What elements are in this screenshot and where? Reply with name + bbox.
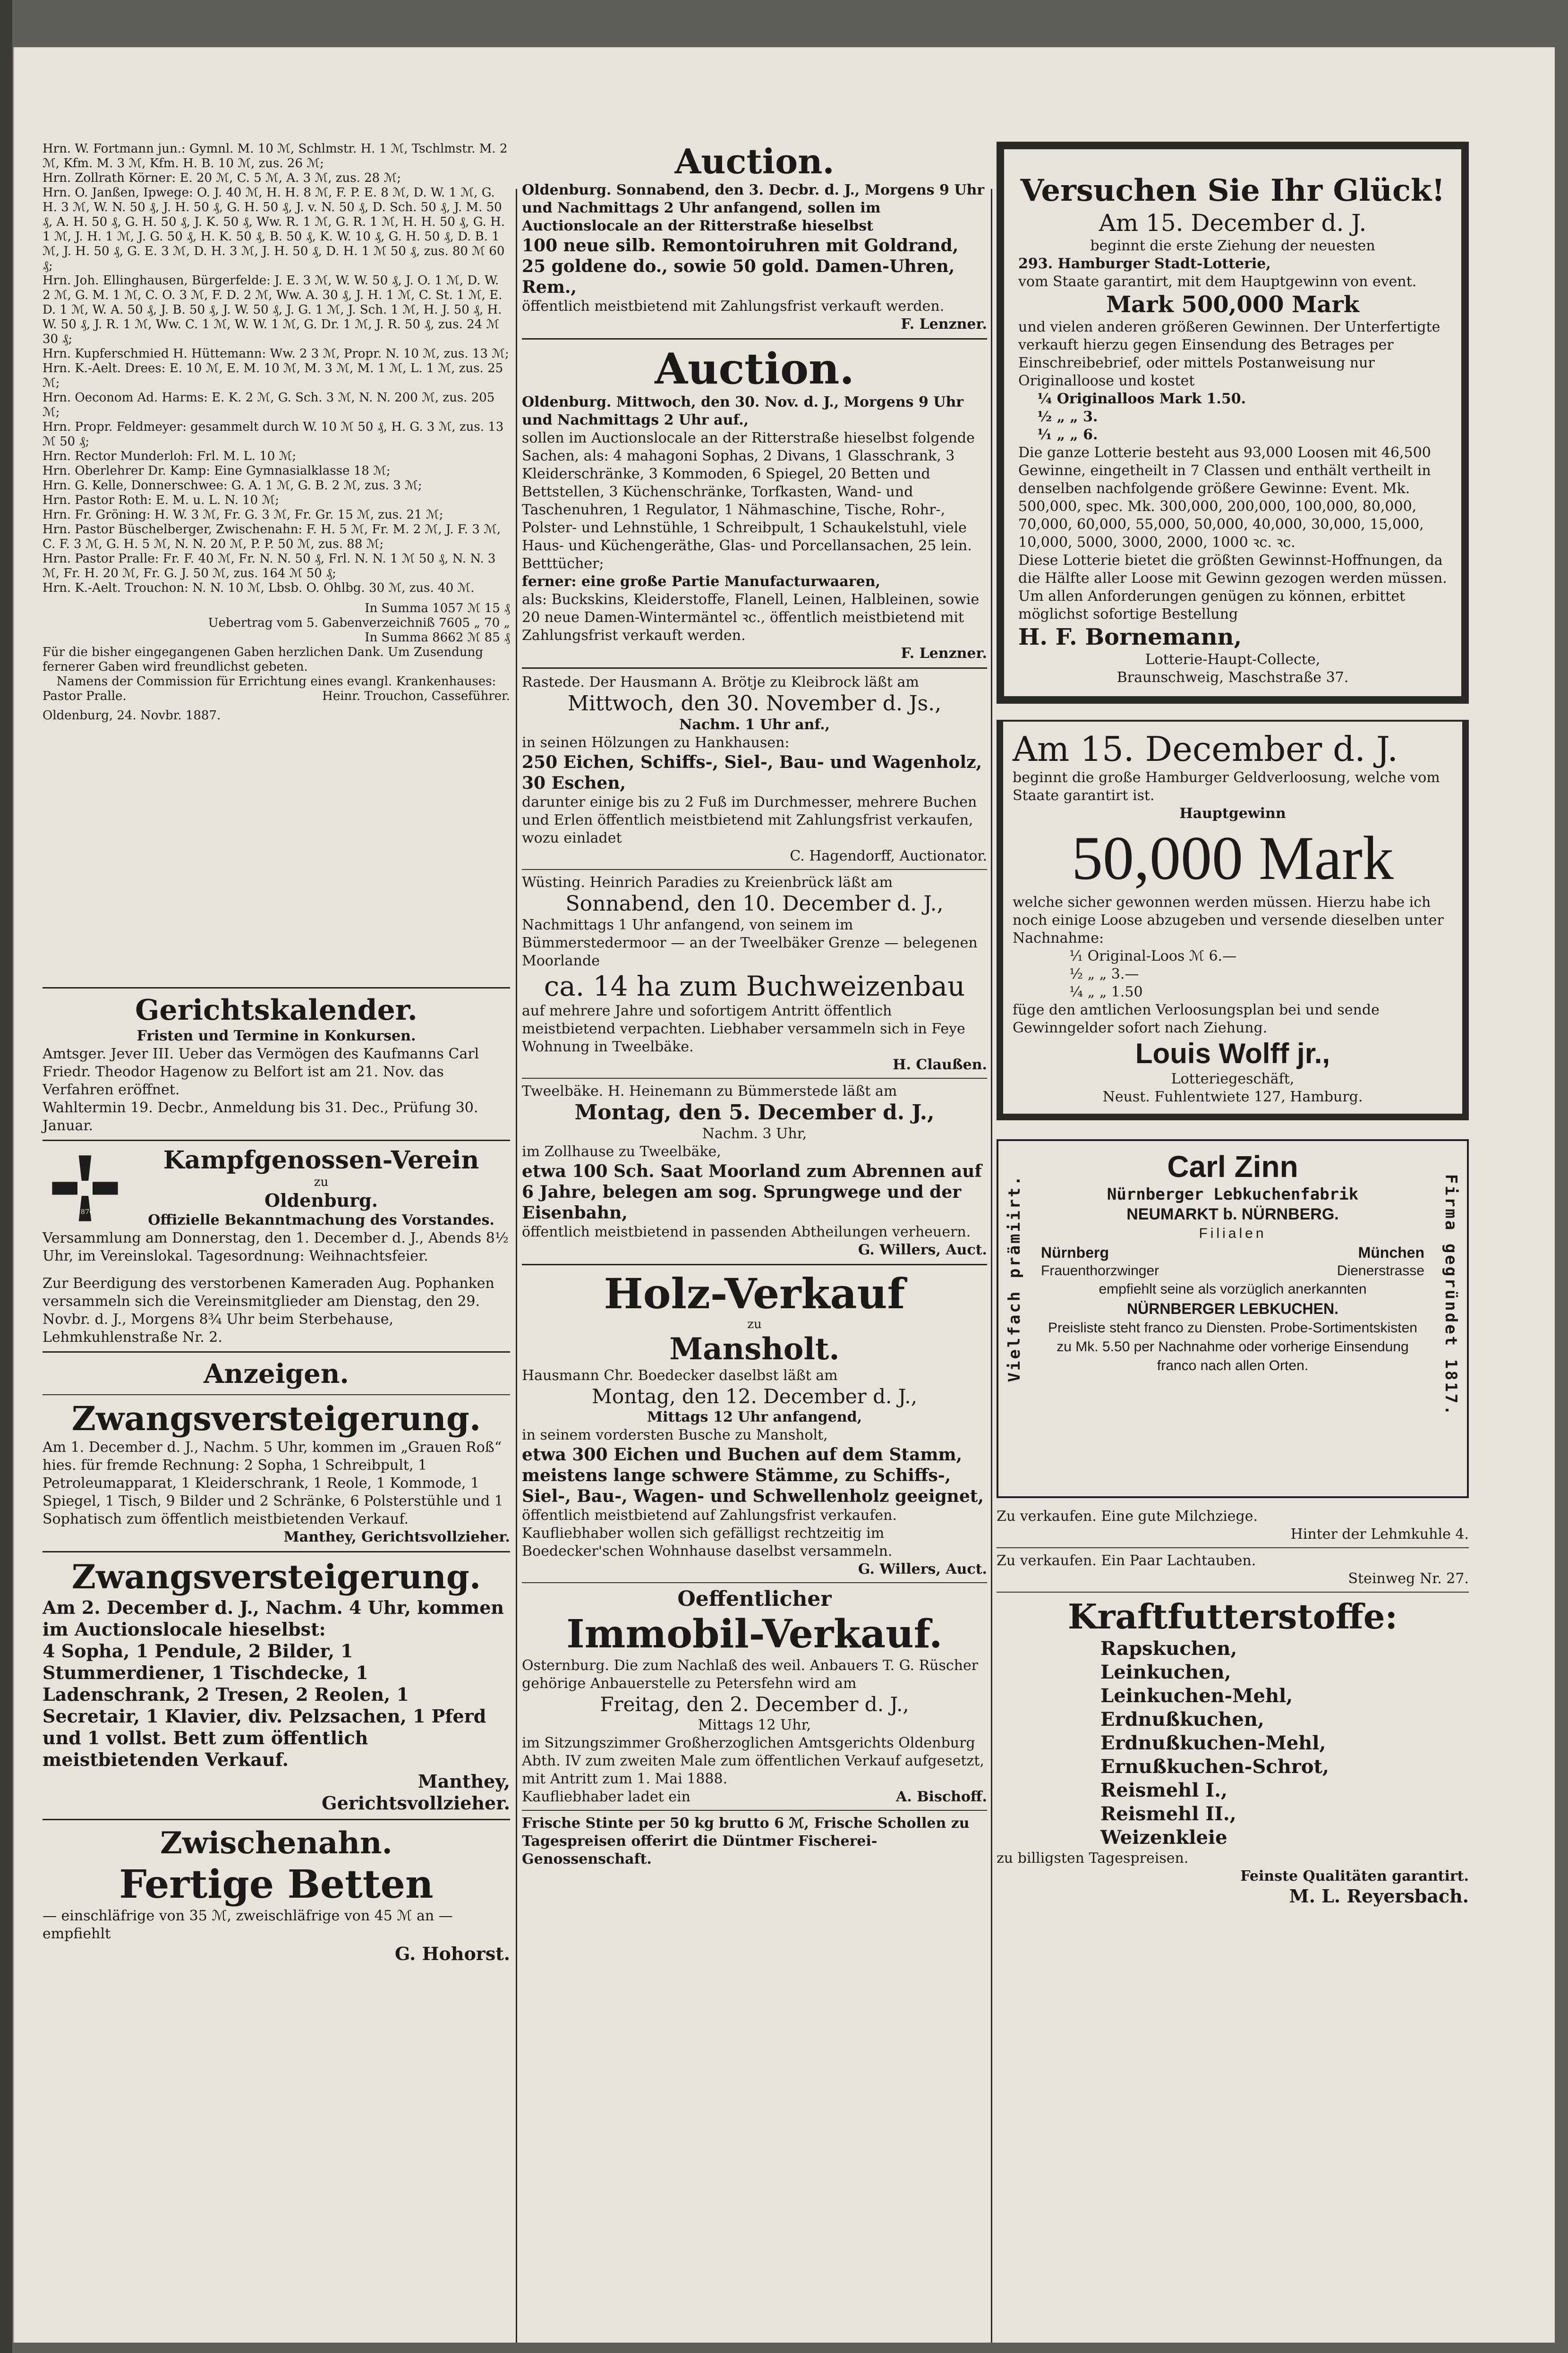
verein-text: Versammlung am Donnerstag, den 1. December d. J., Abends 8½ Uhr, im Vereinslokal. Tagesordnung: Weihnachtsfeier. [43,1230,509,1264]
list-item: Hrn. Kupferschmied H. Hüttemann: Ww. 2 3 ℳ, Propr. N. 10 ℳ, zus. 13 ℳ; [43,347,509,361]
divider [522,869,987,870]
i-signature: A. Bischoff. [896,1789,987,1805]
column-3 [997,142,1469,1907]
a2-text-2: als: Buckskins, Kleiderstoffe, Flanell, Leinen, Halbleinen, sowie 20 neue Damen-Wintermäntel ꝛc., öffentlich meistbietend mit Zahlungsfrist verkauft werden. [522,591,980,644]
h-items: etwa 300 Eichen und Buchen auf dem Stamm, meistens lange schwere Stämme, zu Schiffs-, Siel-, Bau-, Wagen- und Schwellenholz geeignet, [522,1445,984,1506]
tweelbaeke-ad [522,1083,987,1259]
r-signature: C. Hagendorff, Auctionator. [790,848,987,864]
k-text-2: Feinste Qualitäten garantirt. [1240,1868,1469,1884]
divider [43,1140,510,1141]
z-streets [1041,1262,1424,1280]
lottery-ad-wolff [997,720,1469,1120]
lot-text-3: und vielen anderen größeren Gewinnen. Der Unterfertigte verkauft hierzu gegen Einsendung des Betrages per Einschreibebrief, oder mittels Postanweisung nur Originalloose und kostet [1018,319,1440,389]
h-signature: G. Willers, Auct. [858,1561,987,1577]
r-head: Rastede. Der Hausmann A. Brötje zu Kleibrock läßt am [522,674,919,691]
a1-title: Auction. [674,141,835,181]
sum-2: In Summa 8662 ℳ 85 ₰ [365,631,510,645]
lot-price-1: ¼ Originalloos Mark 1.50. [1037,391,1246,407]
lot-date: Am 15. December d. J. [1099,209,1367,237]
z-cities [1041,1243,1424,1262]
signature-left: Pastor Pralle. [43,689,127,703]
list-item: Hrn. O. Janßen, Ipwege: O. J. 40 ℳ, H. H. 8 ℳ, F. P. E. 8 ℳ, D. W. 1 ℳ, G. H. 3 ℳ, W. N. 50 ₰, J. H. 50 ₰, G. H. 50 ₰, J. v. N. 50 ₰, D. Sch. 50 ₰, J. M. 50 ₰, A. H. 50 ₰, G. H. 50 ₰, J. K. 50 ₰, Ww. R. 1 ℳ, G. R. 1 ℳ, H. H. 50 ₰, G. H. 1 ℳ, J. H. 1 ℳ, J. G. 50 ₰, H. K. 50 ₰, B. 50 ₰, K. W. 10 ₰, G. H. 50 ₰, D. B. 1 ℳ, J. H. 50 ₰, G. E. 3 ℳ, D. H. 3 ℳ, J. H. 50 ₰, D. H. 1 ℳ 50 ₰, zus. 80 ℳ 60 ₰; [43,186,505,273]
t-date: Montag, den 5. December d. J., [574,1100,935,1125]
a1-text: Oldenburg. Sonnabend, den 3. Decbr. d. J., Morgens 9 Uhr und Nachmittags 2 Uhr anfangend, sollen im Auctionslocale an der Ritterstraße hieselbst [522,182,985,234]
t-signature: G. Willers, Auct. [858,1242,987,1258]
a1-signature: F. Lenzner. [901,316,987,332]
zw2-title: Zwangsversteigerung. [71,1557,481,1596]
court-calendar [43,993,510,1135]
z-text: empfiehlt seine als vorzüglich anerkannten [1099,1281,1367,1297]
v1-text: Zu verkaufen. Eine gute Milchziege. [997,1508,1258,1525]
z-city-2: München [1358,1244,1424,1261]
k-title: Kraftfutterstoffe: [1067,1596,1398,1637]
list-item: Hrn. K.-Aelt. Drees: E. 10 ℳ, E. M. 10 ℳ, M. 3 ℳ, M. 1 ℳ, L. 1 ℳ, zus. 25 ℳ; [43,361,503,390]
lot-signature-2: Lotterie-Haupt-Collecte, [1145,651,1321,668]
zw2-items: 4 Sopha, 1 Pendule, 2 Bilder, 1 Stummerdiener, 1 Tischdecke, 1 Ladenschrank, 2 Tresen, 2 Reolen, 1 Secretair, 1 Klavier, div. Pelzsachen, 1 Pferd und 1 vollst. Bett zum öffentlich meistbietenden Verkauf. [43,1640,486,1770]
divider [522,1810,987,1811]
lot-mark: Mark 500,000 Mark [1106,291,1360,318]
list-item: Hrn. Joh. Ellinghausen, Bürgerfelde: J. E. 3 ℳ, W. W. 50 ₰, J. O. 1 ℳ, D. W. 2 ℳ, G. M. 1 ℳ, C. O. 3 ℳ, F. D. 2 ℳ, Ww. A. 30 ₰, J. H. 1 ℳ, C. St. 1 ℳ, E. D. 1 ℳ, W. A. 50 ₰, J. B. 50 ₰, J. W. 50 ₰, J. G. 1 ℳ, J. Sch. 1 ℳ, H. J. 50 ₰, H. W. 50 ₰, J. R. 1 ℳ, Ww. C. 1 ℳ, W. W. 1 ℳ, G. Dr. 1 ℳ, J. R. 50 ₰, zus. 24 ℳ 30 ₰; [43,273,503,346]
w-text-2: auf mehrere Jahre und sofortigem Antritt öffentlich meistbietend verpachten. Liebhaber versammeln sich in Feye Wohnung in Tweelbäke. [522,1003,965,1055]
gl-signature-3: Neust. Fuhlentwiete 127, Hamburg. [1102,1089,1363,1105]
k-signature: M. L. Reyersbach. [1289,1885,1469,1907]
z-text-2: Preisliste steht franco zu Diensten. Probe-Sortimentskisten zu Mk. 5.50 per Nachnahme oder vorherige Einsendung franco nach allen Orten. [1048,1320,1417,1373]
list-item: Hrn. Oeconom Ad. Harms: E. K. 2 ℳ, G. Sch. 3 ℳ, N. N. 200 ℳ, zus. 205 ℳ; [43,391,495,419]
r-items: 250 Eichen, Schiffs-, Siel-, Bau- und Wagenholz, 30 Eschen, [522,752,982,793]
auction-2 [522,344,987,663]
lot-signature-3: Braunschweig, Maschstraße 37. [1116,669,1349,686]
i-time: Mittags 12 Uhr, [698,1717,811,1733]
h-zu: zu [747,1317,762,1331]
court-subtitle: Fristen und Termine in Konkursen. [136,1028,416,1044]
divider [997,1592,1469,1593]
zinn-ad [997,1139,1469,1498]
fish-ad: Frische Stinte per 50 kg brutto 6 ℳ, Frische Schollen zu Tagespreisen offerirt die Düntmer Fischerei-Genossenschaft. [522,1815,970,1867]
list-item: Hrn. W. Fortmann jun.: Gymnl. M. 10 ℳ, Schlmstr. H. 1 ℳ, Tschlmstr. M. 2 ℳ, Kfm. M. 3 ℳ, Kfm. H. B. 10 ℳ, zus. 26 ℳ; [43,142,508,171]
zw1-title: Zwangsversteigerung. [71,1399,481,1438]
z-city-1: Nürnberg [1041,1244,1109,1261]
zinn-vertical-left: Vielfach prämiirt. [1005,1174,1024,1382]
betten-ad [43,1825,510,1965]
h-title: Holz-Verkauf [604,1269,905,1318]
signature-right: Heinr. Trouchon, Casseführer. [322,689,510,703]
k-item: Leinkuchen-Mehl, [1100,1685,1293,1707]
divider [43,987,510,989]
k-item: Weizenkleie [1100,1826,1227,1849]
v1-address: Hinter der Lehmkuhle 4. [1290,1526,1469,1543]
lot-title: Versuchen Sie Ihr Glück! [1020,173,1445,208]
list-item: Hrn. Pastor Büschelberger, Zwischenahn: F. H. 5 ℳ, Fr. M. 2 ℳ, J. F. 3 ℳ, C. F. 3 ℳ, G. H. 5 ℳ, N. N. 20 ℳ, P. P. 50 ℳ, zus. 88 ℳ; [43,522,501,551]
donation-list [43,142,510,982]
k-item: Leinkuchen, [1100,1661,1231,1683]
dateline: Oldenburg, 24. Novbr. 1887. [43,708,221,723]
lot-name: 293. Hamburger Stadt-Lotterie, [1018,256,1271,272]
divider [997,1547,1469,1548]
a2-ferner: ferner: eine große Partie Manufacturwaaren, [522,573,880,590]
list-item: Hrn. Zollrath Körner: E. 20 ℳ, C. 5 ℳ, A. 3 ℳ, zus. 28 ℳ; [43,171,401,185]
a1-items: 100 neue silb. Remontoiruhren mit Goldrand, 25 goldene do., sowie 50 gold. Damen-Uhren, Rem., [522,236,959,297]
zw2-signature-1: Manthey, [418,1771,510,1792]
zw2-text: Am 2. December d. J., Nachm. 4 Uhr, kommen im Auctionslocale hieselbst: [43,1597,504,1640]
iron-cross-icon [47,1151,123,1226]
list-item: Hrn. Pastor Roth: E. M. u. L. N. 10 ℳ; [43,493,280,507]
immobil-verkauf-ad [522,1587,987,1806]
i-date: Freitag, den 2. December d. J., [600,1693,909,1716]
h-city: Mansholt. [669,1331,840,1367]
t-time: Nachm. 3 Uhr, [702,1125,807,1142]
gl-signature: Louis Wolff jr., [1135,1038,1330,1069]
w-date: Sonnabend, den 10. December d. J., [565,892,944,916]
divider [522,1078,987,1079]
column-1 [43,142,510,1965]
i-text: Osternburg. Die zum Nachlaß des weil. Anbauers T. G. Rüscher gehörige Anbauerstelle zu Petersfehn wird am [522,1657,979,1692]
z-line1: Nürnberger Lebkuchenfabrik [1107,1185,1359,1204]
h-date: Montag, den 12. December d. J., [592,1385,917,1408]
lottery-ad-bornemann [997,142,1469,704]
verein-notice [43,1146,510,1347]
commission-text: Namens der Commission für Errichtung eines evangl. Krankenhauses: [56,674,496,689]
t-text: im Zollhause zu Tweelbäke, [522,1143,721,1160]
newspaper-page [13,47,1555,2343]
column-2 [522,142,987,1868]
gl-price-3: ¼ „ „ 1.50 [1069,984,1143,1000]
page-edge [0,0,12,2353]
k-item: Reismehl II., [1100,1803,1236,1825]
divider [522,1582,987,1583]
h-time: Mittags 12 Uhr anfangend, [647,1409,862,1425]
k-item: Ernußkuchen-Schrot, [1100,1756,1329,1778]
z-street-1: Frauenthorzwinger [1041,1263,1159,1279]
anzeigen-title: Anzeigen. [204,1358,349,1390]
lot-text-2: vom Staate garantirt, mit dem Hauptgewinn von event. [1018,273,1417,290]
z-filialen: Filialen [1199,1226,1267,1241]
sum-1: In Summa 1057 ℳ 15 ₰ [365,601,510,615]
w-signature: H. Claußen. [893,1057,987,1073]
zwangsversteigerung-1 [43,1399,510,1546]
list-item: Hrn. Oberlehrer Dr. Kamp: Eine Gymnasialklasse 18 ℳ; [43,464,391,478]
t-text-2: öffentlich meistbietend in passenden Abtheilungen verheuern. [522,1224,971,1240]
lot-text-5: Diese Lotterie bietet die größten Gewinnst-Hoffnungen, da die Hälfte aller Loose mit Gewinn gezogen werden müssen. Um allen Anforderungen genügen zu können, erbittet möglichst sofortige Bestellung [1018,552,1447,622]
r-text: in seinen Hölzungen zu Hankhausen: [522,734,790,751]
wuesting-ad [522,874,987,1074]
w-big: ca. 14 ha zum Buchweizenbau [544,970,965,1002]
a2-head: Oldenburg. Mittwoch, den 30. Nov. d. J., Morgens 9 Uhr und Nachmittags 2 Uhr auf., [522,394,964,428]
gl-text-3: füge den amtlichen Verloosungsplan bei und sende Gewinngelder sofort nach Ziehung. [1013,1002,1380,1036]
h-text: Hausmann Chr. Boedecker daselbst läßt am [522,1367,838,1384]
r-time: Nachm. 1 Uhr anf., [679,716,830,733]
z-street-2: Dienerstrasse [1337,1263,1424,1279]
i-title: Immobil-Verkauf. [566,1611,943,1657]
carry-over: Uebertrag vom 5. Gabenverzeichniß 7605 „ 70 „ [208,616,510,630]
thanks-text: Für die bisher eingegangenen Gaben herzlichen Dank. Um Zusendung fernerer Gaben wird freundlichst gebeten. [43,645,483,674]
gl-text: beginnt die große Hamburger Geldverloosung, welche vom Staate garantirt ist. [1013,769,1440,804]
verein-zu: zu [314,1175,329,1189]
divider [43,1394,510,1395]
auction-1 [522,142,987,333]
z-product: NÜRNBERGER LEBKUCHEN. [1126,1300,1338,1317]
lot-text: beginnt die erste Ziehung der neuesten [1090,238,1375,254]
z-line2: NEUMARKT b. NÜRNBERG. [1126,1205,1339,1223]
list-item: Hrn. Propr. Feldmeyer: gesammelt durch W. 10 ℳ 50 ₰, H. G. 3 ℳ, zus. 13 ℳ 50 ₰; [43,420,504,449]
list-item: Hrn. Pastor Pralle: Fr. F. 40 ℳ, Fr. N. N. 50 ₰, Frl. N. N. 1 ℳ 50 ₰, N. N. 3 ℳ, Fr. H. 20 ℳ, Fr. G. J. 50 ℳ, zus. 164 ℳ 50 ₰; [43,552,496,580]
a2-signature: F. Lenzner. [901,645,987,662]
divider [43,1819,510,1820]
zinn-vertical-right: Firma gegründet 1817. [1441,1174,1460,1417]
w-head: Wüsting. Heinrich Paradies zu Kreienbrück läßt am [522,874,893,891]
h-text-3: öffentlich meistbietend auf Zahlungsfrist verkaufen. Kaufliebhaber wollen sich gefälligst rechtzeitig im Boedecker'schen Wohnhause daselbst versammeln. [522,1507,897,1560]
gl-title: Am 15. December d. J. [1013,729,1398,769]
kraftfutter-ad [997,1596,1469,1907]
column-rule [991,189,992,2343]
v2-address: Steinweg Nr. 27. [1348,1570,1469,1587]
zwangsversteigerung-2 [43,1557,510,1814]
k-item: Erdnußkuchen-Mehl, [1100,1732,1326,1754]
lot-price-2: ½ „ „ 3. [1037,409,1098,425]
gl-price-1: ¹⁄₁ Original-Loos ℳ 6.— [1069,948,1237,964]
k-text: zu billigsten Tagespreisen. [997,1850,1189,1867]
w-text: Nachmittags 1 Uhr anfangend, von seinem im Bümmerstedermoor — an der Tweelbäker Grenze — belegenen Moorlande [522,917,978,969]
k-item: Rapskuchen, [1100,1637,1237,1660]
divider [522,1264,987,1265]
zw1-text: Am 1. December d. J., Nachm. 5 Uhr, kommen im „Grauen Roß“ hies. für fremde Rechnung: 2 Sopha, 1 Schreibpult, 1 Petroleumapparat, 1 Kleiderschrank, 1 Reole, 1 Kommode, 1 Spiegel, 1 Tisch, 9 Bilder und 2 Schränke, 6 Polsterstühle und 1 Sophatisch zum öffentlich meistbietenden Verkauf. [43,1439,503,1527]
court-text-2: Wahltermin 19. Decbr., Anmeldung bis 31. Dec., Prüfung 30. Januar. [43,1100,478,1134]
i-sign-label: Kaufliebhaber ladet ein [522,1789,690,1805]
r-date: Mittwoch, den 30. November d. Js., [567,691,942,716]
gl-price-2: ½ „ „ 3.— [1069,966,1139,982]
zw1-signature: Manthey, Gerichtsvollzieher. [283,1529,510,1545]
a2-text: sollen im Auctionslocale an der Ritterstraße hieselbst folgende Sachen, als: 4 mahagoni Sophas, 2 Divans, 1 Glasschrank, 3 Kleiderschränke, 3 Kommoden, 6 Spiegel, 20 Betten und Bettstellen, 3 Küchenschränke, Torfkasten, Wand- und Taschenuhren, 1 Regulator, 1 Nähmaschine, Tische, Rohr-, Polster- und Lehnstühle, 1 Schreibpult, 1 Schaukelstuhl, viele Haus- und Küchengeräthe, Glas- und Porcellansachen, 25 lein. Betttücher; [522,430,975,572]
t-items: etwa 100 Sch. Saat Moorland zum Abrennen auf 6 Jahre, belegen am sog. Sprungwege und der Eisenbahn, [522,1161,982,1223]
divider [43,1551,510,1552]
betten-city: Zwischenahn. [160,1825,392,1861]
small-ads [997,1508,1469,1588]
court-title: Gerichtskalender. [135,994,418,1027]
lot-text-4: Die ganze Lotterie besteht aus 93,000 Loosen mit 46,500 Gewinne, eingetheilt in 7 Classen und enthält vertheilt in denselben nachfolgende größere Gewinne: Event. Mk. 500,000, spec. Mk. 300,000, 200,000, 100,000, 80,000, 70,000, 60,000, 55,000, 50,000, 40,000, 30,000, 15,000, 10,000, 5000, 3000, 2000, 1000 ꝛc. ꝛc. [1018,444,1431,551]
list-item: Hrn. K.-Aelt. Trouchon: N. N. 10 ℳ, Lbsb. O. Ohlbg. 30 ℳ, zus. 40 ℳ. [43,581,475,595]
lot-signature: H. F. Bornemann, [1018,624,1242,650]
divider [522,667,987,669]
verein-text-2: Zur Beerdigung des verstorbenen Kameraden Aug. Pophanken versammeln sich die Vereinsmitglieder am Dienstag, den 29. Novbr. d. J., Morgens 8¾ Uhr beim Sterbehause, Lehmkuhlenstraße Nr. 2. [43,1275,494,1346]
gl-haupt: Hauptgewinn [1179,805,1286,822]
k-item: Erdnußkuchen, [1100,1708,1264,1731]
cross-year: 1870 [76,1208,94,1216]
t-head: Tweelbäke. H. Heinemann zu Bümmerstede läßt am [522,1083,897,1100]
k-item: Reismehl I., [1100,1779,1227,1801]
r-text-2: darunter einige bis zu 2 Fuß im Durchmesser, mehrere Buchen und Erlen öffentlich meistbietend mit Zahlungsfrist verkaufen, wozu einladet [522,794,977,846]
verein-city: Oldenburg. [264,1190,378,1211]
verein-title: Kampfgenossen-Verein [163,1146,479,1175]
verein-subtitle: Offizielle Bekanntmachung des Vorstandes. [148,1212,494,1228]
list-item: Hrn. Rector Munderloh: Frl. M. L. 10 ℳ; [43,449,297,463]
list-item: Hrn. Fr. Gröning: H. W. 3 ℳ, Fr. G. 3 ℳ, Fr. Gr. 15 ℳ, zus. 21 ℳ; [43,508,443,522]
betten-text: — einschläfrige von 35 ℳ, zweischläfrige von 45 ℳ an — empfiehlt [43,1908,453,1942]
betten-signature: G. Hohorst. [395,1943,510,1964]
lot-price-3: ¹⁄₁ „ „ 6. [1037,426,1098,443]
divider [43,1351,510,1353]
column-rule [516,189,517,2343]
list-item: Hrn. G. Kelle, Donnerschwee: G. A. 1 ℳ, G. B. 2 ℳ, zus. 3 ℳ; [43,478,422,493]
court-text: Amtsger. Jever III. Ueber das Vermögen des Kaufmanns Carl Friedr. Theodor Hagenow zu Belfort ist am 21. Nov. das Verfahren eröffnet. [43,1046,479,1098]
gl-big: 50,000 Mark [1072,823,1394,893]
betten-title: Fertige Betten [119,1862,434,1907]
z-name: Carl Zinn [1167,1150,1298,1184]
signatures [43,689,510,704]
rastede-ad [522,674,987,865]
h-text-2: in seinem vordersten Busche zu Mansholt, [522,1427,828,1443]
v2-text: Zu verkaufen. Ein Paar Lachtauben. [997,1552,1256,1569]
i-text-2: im Sitzungszimmer Großherzoglichen Amtsgerichts Oldenburg Abth. IV zum zweiten Male zum öffentlichen Verkauf aufgesetzt, mit Antritt zum 1. Mai 1888. [522,1735,984,1787]
i-pre: Oeffentlicher [677,1587,832,1611]
zw2-signature-2: Gerichtsvollzieher. [322,1792,510,1814]
divider [522,338,987,340]
i-sign-row [522,1788,987,1806]
gl-text-2: welche sicher gewonnen werden müssen. Hierzu habe ich noch einige Loose abzugeben und versende dieselben unter Nachnahme: [1013,894,1444,946]
a1-end: öffentlich meistbietend mit Zahlungsfrist verkauft werden. [522,298,945,315]
holz-verkauf-ad [522,1270,987,1578]
a2-title: Auction. [655,344,854,394]
gl-signature-2: Lotteriegeschäft, [1171,1071,1295,1087]
